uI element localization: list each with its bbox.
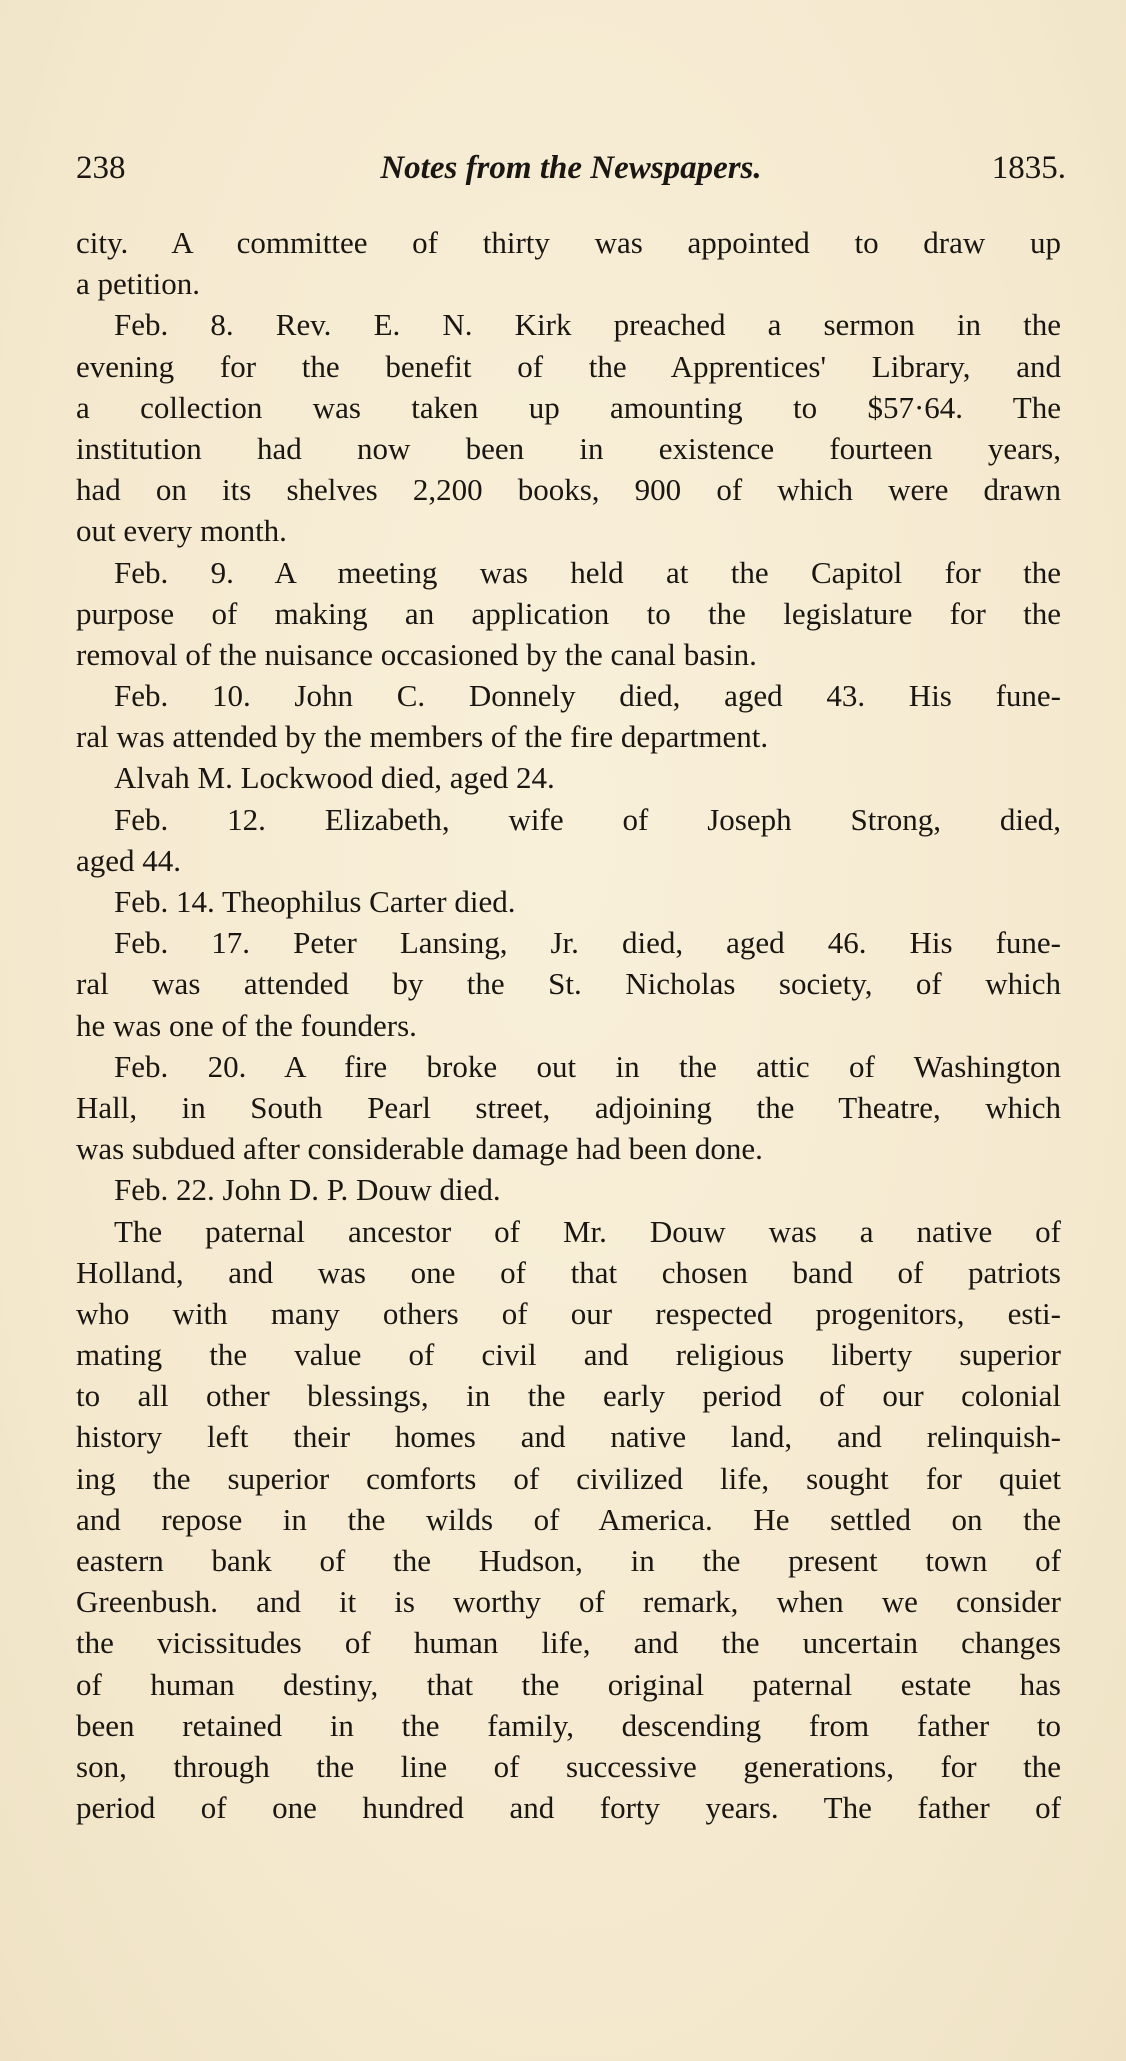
- text-line: had on its shelves 2,200 books, 900 of which were drawn: [76, 472, 1061, 508]
- page-number: 238: [76, 150, 126, 186]
- body-text: [76, 222, 1061, 1828]
- text-line: Feb. 20. A fire broke out in the attic of Washington: [114, 1048, 1061, 1084]
- text-line: Hall, in South Pearl street, adjoining the Theatre, which: [76, 1089, 1061, 1125]
- text-line: mating the value of civil and religious liberty superior: [76, 1337, 1061, 1373]
- text-line: Feb. 17. Peter Lansing, Jr. died, aged 46. His fune-: [114, 925, 1061, 961]
- text-line: a petition.: [76, 266, 200, 302]
- text-line: Alvah M. Lockwood died, aged 24.: [114, 760, 555, 796]
- text-line: removal of the nuisance occasioned by the canal basin.: [76, 636, 757, 672]
- text-line: institution had now been in existence fourteen years,: [76, 430, 1061, 466]
- text-line: evening for the benefit of the Apprentices' Library, and: [76, 348, 1061, 384]
- text-line: the vicissitudes of human life, and the uncertain changes: [76, 1625, 1061, 1661]
- text-line: eastern bank of the Hudson, in the present town of: [76, 1543, 1061, 1578]
- running-title: Notes from the Newspapers.: [380, 150, 762, 186]
- text-line: ral was attended by the St. Nicholas society, of which: [76, 966, 1061, 1002]
- text-line: he was one of the founders.: [76, 1007, 417, 1043]
- text-line: of human destiny, that the original paternal estate has: [76, 1666, 1061, 1702]
- text-line: period of one hundred and forty years. The father of: [76, 1790, 1061, 1826]
- text-line: who with many others of our respected progenitors, esti-: [76, 1295, 1061, 1331]
- text-line: Feb. 22. John D. P. Douw died.: [114, 1172, 501, 1208]
- header-year: 1835.: [991, 150, 1066, 186]
- text-line: out every month.: [76, 513, 287, 549]
- text-line: city. A committee of thirty was appointed to draw up: [76, 225, 1061, 260]
- text-line: and repose in the wilds of America. He settled on the: [76, 1501, 1061, 1537]
- running-header: [76, 150, 1066, 200]
- text-line: been retained in the family, descending from father to: [76, 1707, 1061, 1743]
- text-line: Greenbush. and it is worthy of remark, when we consider: [76, 1584, 1061, 1620]
- text-line: ral was attended by the members of the fire department.: [76, 719, 769, 755]
- text-line: Feb. 8. Rev. E. N. Kirk preached a sermon in the: [114, 307, 1061, 343]
- text-line: history left their homes and native land, and relinquish-: [76, 1419, 1061, 1455]
- text-line: ing the superior comforts of civilized life, sought for quiet: [76, 1460, 1061, 1496]
- text-line: Feb. 12. Elizabeth, wife of Joseph Strong, died,: [114, 801, 1061, 837]
- text-line: was subdued after considerable damage had been done.: [76, 1131, 763, 1167]
- text-line: aged 44.: [76, 842, 182, 878]
- text-line: son, through the line of successive generations, for the: [76, 1748, 1061, 1784]
- text-line: Feb. 14. Theophilus Carter died.: [114, 884, 516, 919]
- text-line: Holland, and was one of that chosen band of patriots: [76, 1254, 1061, 1290]
- text-line: purpose of making an application to the legislature for the: [76, 595, 1061, 631]
- text-line: a collection was taken up amounting to $57·64. The: [76, 389, 1061, 425]
- text-line: to all other blessings, in the early period of our colonial: [76, 1378, 1061, 1414]
- text-line: Feb. 9. A meeting was held at the Capitol for the: [114, 554, 1061, 590]
- text-line: Feb. 10. John C. Donnely died, aged 43. His fune-: [114, 678, 1061, 714]
- text-line: The paternal ancestor of Mr. Douw was a native of: [114, 1213, 1061, 1249]
